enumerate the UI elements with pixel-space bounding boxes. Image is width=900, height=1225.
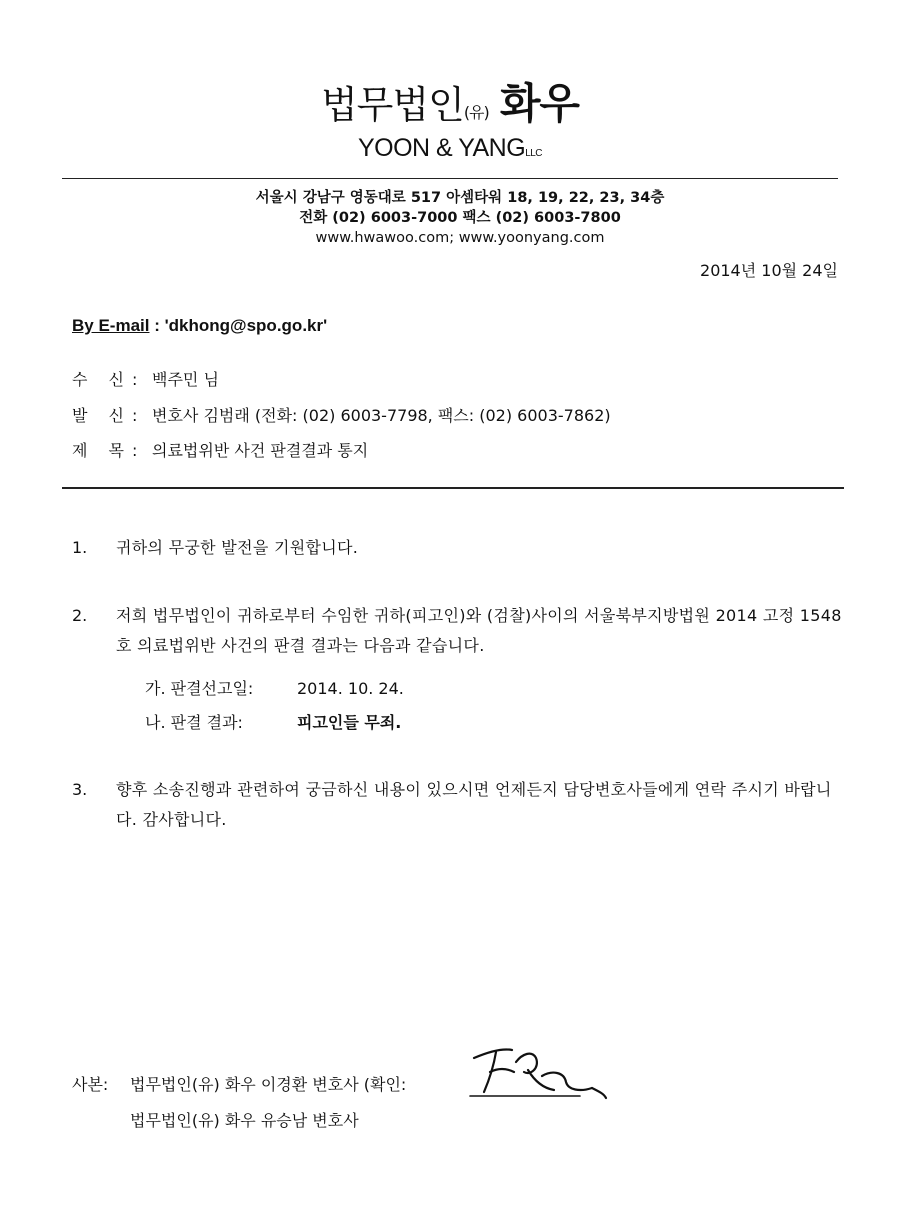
subject-row <box>72 440 368 462</box>
firm-website: www.hwawoo.com; www.yoonyang.com <box>315 230 605 246</box>
cc-line-2: 법무법인(유) 화우 유승남 변호사 <box>130 1111 359 1130</box>
firm-name-english <box>300 132 600 170</box>
firm-korean-name: 화우 <box>499 79 580 128</box>
firm-address: 서울시 강남구 영동대로 517 아셈타워 18, 19, 22, 23, 34층 <box>255 190 665 206</box>
cc-line-1: 법무법인(유) 화우 이경환 변호사 (확인: <box>130 1075 407 1094</box>
firm-korean-suffix: (유) <box>463 103 489 122</box>
handwritten-signature <box>468 1042 613 1102</box>
sender-label: 발 신: <box>72 406 146 425</box>
sender-row <box>72 405 611 427</box>
paragraph-2 <box>72 601 844 661</box>
verdict-result-value: 피고인들 무죄. <box>297 713 402 732</box>
paragraph-1-text: 귀하의 무궁한 발전을 기원합니다. <box>116 538 359 557</box>
verdict-date-row <box>145 678 404 700</box>
firm-english-text: YOON & YANG <box>357 134 526 162</box>
paragraph-3 <box>72 775 844 835</box>
email-line <box>72 316 327 336</box>
paragraph-3-number: 3. <box>72 780 88 799</box>
paragraph-2-number: 2. <box>72 606 88 625</box>
recipient-label: 수 신: <box>72 370 146 389</box>
cc-row-2 <box>130 1110 359 1132</box>
letter-date: 2014년 10월 24일 <box>700 261 838 280</box>
firm-korean-text: 법무법인 <box>320 83 464 127</box>
email-address: : 'dkhong@spo.go.kr' <box>154 316 328 335</box>
verdict-result-row <box>145 712 401 734</box>
paragraph-1-number: 1. <box>72 538 88 557</box>
recipient-value: 백주민 님 <box>152 370 219 389</box>
paragraph-1 <box>72 533 844 563</box>
recipient-row <box>72 369 219 391</box>
cc-row-1 <box>72 1074 406 1096</box>
email-label: By E-mail <box>72 316 150 335</box>
cc-label: 사본: <box>72 1075 109 1094</box>
subject-label: 제 목: <box>72 441 146 460</box>
letterhead-divider <box>62 178 838 179</box>
paragraph-2-text: 저희 법무법인이 귀하로부터 수임한 귀하(피고인)와 (검찰)사이의 서울북부지방법원 2014 고정 1548호 의료법위반 사건의 판결 결과는 다음과 같습니다. <box>116 606 842 655</box>
firm-contact: 전화 (02) 6003-7000 팩스 (02) 6003-7800 <box>299 210 621 226</box>
subject-value: 의료법위반 사건 판결결과 통지 <box>152 441 369 460</box>
sender-value: 변호사 김범래 (전화: (02) 6003-7798, 팩스: (02) 6003-7862) <box>152 406 611 425</box>
firm-english-suffix: LLC <box>525 148 543 159</box>
verdict-result-label: 나. 판결 결과: <box>145 713 243 732</box>
verdict-date-label: 가. 판결선고일: <box>145 679 254 698</box>
paragraph-3-text: 향후 소송진행과 관련하여 궁금하신 내용이 있으시면 언제든지 담당변호사들에게 연락 주시기 바랍니다. 감사합니다. <box>116 780 832 829</box>
firm-name-korean <box>300 79 600 135</box>
header-divider <box>62 487 844 489</box>
verdict-date-value: 2014. 10. 24. <box>297 679 404 698</box>
